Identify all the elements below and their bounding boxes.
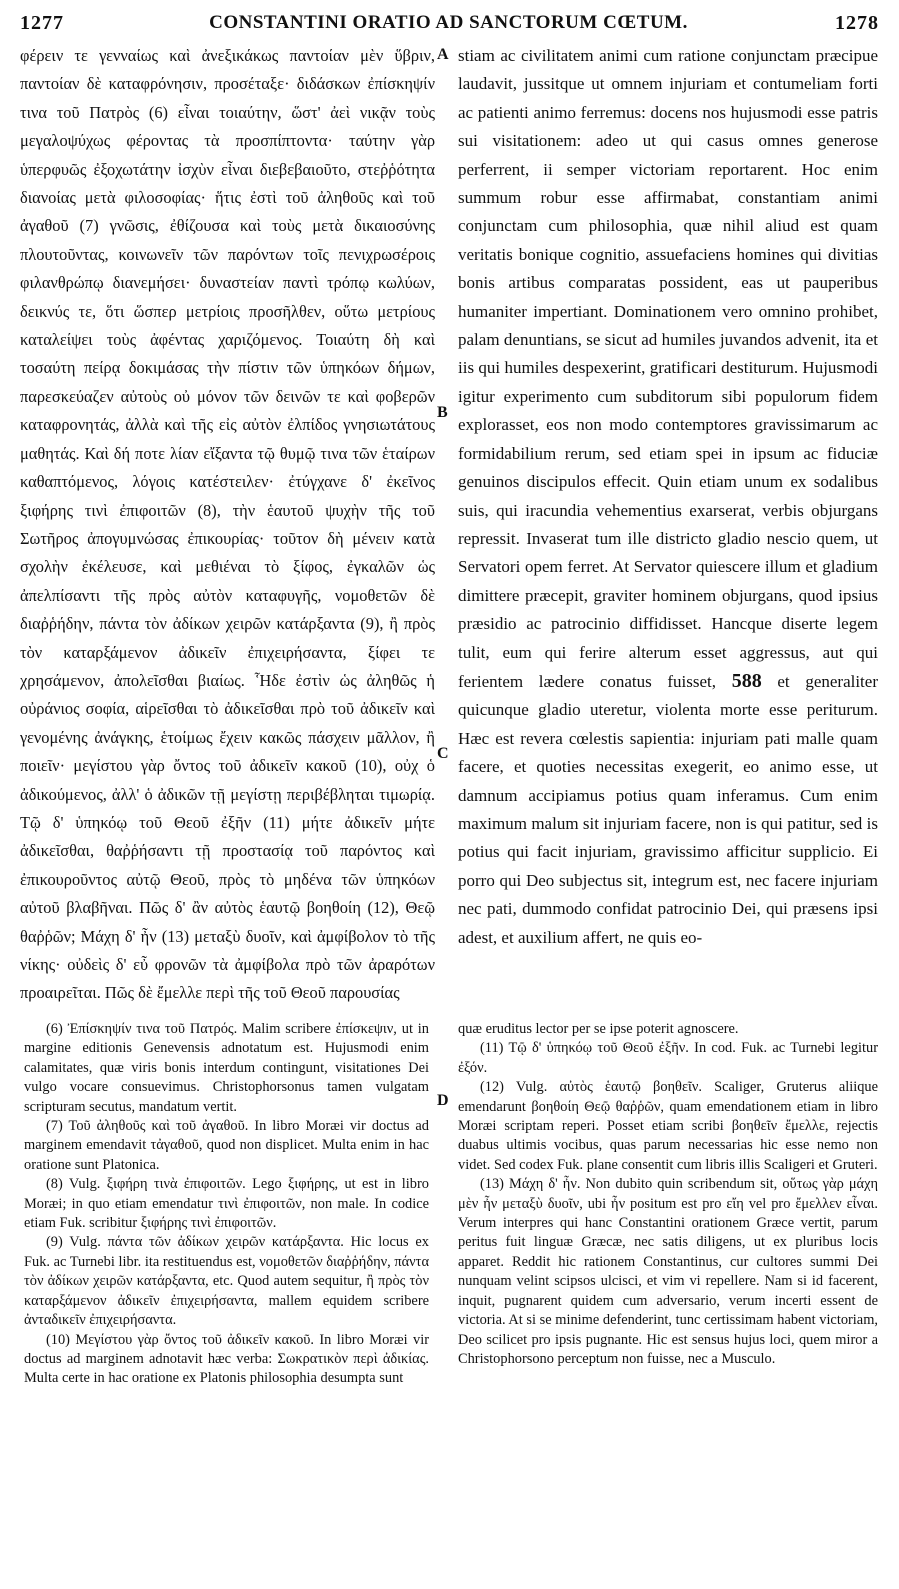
margin-marker-d: D xyxy=(437,1092,449,1109)
footnotes-left xyxy=(24,1020,429,1389)
footnote-12: (12) Vulg. αὐτὸς ἑαυτῷ βοηθεῖν. Scaliger, Gruterus aliique emendarunt βοηθοίη Θεῷ θαῤῥῶν, quam emendationem etiam in libro Moræi scriptam reperi. Posset etiam scribi βοηθεῖν ἔμελλε, rejectis duabus ultimis vocibus, quas parum necessarias hic esse nemo non videt. Sed codex Fuk. plane consentit cum libris illis Scaligeri et Gruteri. xyxy=(458,1079,878,1173)
page-header xyxy=(18,10,879,40)
footnote-10: (10) Μεγίστου γὰρ ὄντος τοῦ ἀδικεῖν κακοῦ. In libro Moræi vir doctus ad marginem adnotavit hæc verba: Σωκρατικὸν περὶ ἀδικίας. Multa certe in hac oratione ex Platonis philosophia desumpta sunt xyxy=(24,1331,429,1387)
footnote-9: (9) Vulg. πάντα τῶν ἀδίκων χειρῶν κατάρξαντα. Hic locus ex Fuk. ac Turnebi libr. ita restituendus est, νομοθετῶν διαῤῥήδην, πάντα τὸν ἀδίκων χειρῶν κατάρξαντα, etc. Quod autem sequitur, ἢ πρὸς τὸν καταρξάμενον ἀδικεῖν ἐπιχειρήσαντα, mallem equidem scribere ἀνταδικεῖν ἐπιχειρήσαντα. xyxy=(24,1234,429,1329)
running-title: CONSTANTINI ORATIO AD SANCTORUM CŒTUM. xyxy=(209,12,688,33)
margin-marker-a: A xyxy=(437,46,449,63)
footnote-13: (13) Μάχη δ' ἦν. Non dubito quin scribendum sit, οὕτως γὰρ μάχη μὲν ἦν μεταξὺ δυοῖν, ubi ἦν positum est pro εἴη vel pro ἔμελλεν εἶναι. Verum interpres qui hanc Constantini orationem Græce vertit, parum peritus fuit linguæ Græcæ, nec satis diligens, ut ex pluribus locis apparet. Reddit hic rationem Constantinus, cur cultores summi Dei nunquam velint scipsos ulcisci, et vim vi repellere. Nam si id facerent, inquit, pugnarent quidem cum adversario, verum incerti essent de victoria. At si se minime defenderint, tunc certissimam habent victoriam, Deo scilicet pro ipsis pugnante. Hic est sensus hujus loci, quem miror a Christophorsono perceptum non fuisse, nec a Musculo. xyxy=(458,1176,878,1367)
latin-column xyxy=(458,42,878,952)
greek-text: φέρειν τε γενναίως καὶ ἀνεξικάκως παντοίαν μὲν ὕβριν, παντοίαν δὲ καταφρόνησιν, προσέταξε· διδάσκων ἐπίσκηψίν τινα τοῦ Πατρὸς (6) εἶναι τοιαύτην, ὥστ' ἀεὶ νικᾷν τοὺς μεγαλοψύχως φέροντας τὰ προσπίπτοντα· ταύτην γὰρ ὑπερφυῶς ἐξοχωτάτην ἰσχὺν εἶναι διεβεβαιοῦτο, στεῤῥότητα διανοίας μετὰ φιλοσοφίας· ἥτις ἐστὶ τοῦ ἀληθοῦς καὶ τοῦ ἀγαθοῦ (7) γνῶσις, ἐθίζουσα καὶ τοὺς μετὰ δικαιοσύνης πλουτοῦντας, κοινωνεῖν τῶν παρόντων τοῖς πενιχρωσέροις φιλανθρώπῳ διανεμήσει· δυναστείαν παντὶ τρόπῳ κωλύων, δεικνύς τε, ὅτι ὥσπερ μετρίοις προσῆλθεν, οὕτω μετρίους καταλείψει τοὺς ἀφέντας χαριζόμενος. Τοιαύτη δὴ καὶ τοσαύτη πείρᾳ δοκιμάσας τὴν πίστιν τῶν ὑπηκόων δήμων, παρεσκεύαζεν αὐτοὺς οὐ μόνον τῶν δεινῶν τε καὶ φοβερῶν καταφρονητάς, ἀλλὰ καὶ τῆς εἰς αὐτὸν ἐλπίδος γνησιωτάτους μαθητάς. Καὶ δή ποτε λίαν εἴξαντα τῷ θυμῷ τινα τῶν ἑταίρων καθαπτόμενος, λόγοις κατέστειλεν· ἐτύγχανε δ' ἐκεῖνος ξιφήρης τινὶ ἐπιφοιτῶν (8), τὴν ἑαυτοῦ ψυχὴν τῆς τοῦ Σωτῆρος ἀπογυμνώσας ἐπικουρίας· τοῦτον δὴ μένειν κατὰ σχολὴν ἐκέλευσε, καὶ μεθιέναι τὸ ξίφος, ἐγκαλῶν ὡς ἀπελπίσαντι τῆς πρὸς αὐτὸν καταφυγῆς, νομοθετῶν δὲ διαῤῥήδην, πάντα τὸν ἀδίκων χειρῶν κατάρξαντα (9), ἢ πρὸς τὸν καταρξάμενον ἀδικεῖν ἐπιχειρήσαντα, ξίφει τε χρησάμενον, ἀπολεῖσθαι βιαίως. Ἧδε ἐστὶν ὡς ἀληθῶς ἡ οὐράνιος σοφία, αἱρεῖσθαι τὸ ἀδικεῖσθαι πρὸ τοῦ ἀδικεῖν καὶ γενομένης ἀνάγκης, ἑτοίμως ἔχειν κακῶς πάσχειν μᾶλλον, ἢ ποιεῖν· μεγίστου γὰρ ὄντος τοῦ ἀδικεῖν κακοῦ (10), οὐχ ὁ ἀδικούμενος, ἀλλ' ὁ ἀδικῶν τῇ μεγίστῃ περιβέβληται τιμωρίᾳ. Τῷ δ' ὑπηκόῳ τοῦ Θεοῦ ἐξῆν (11) μήτε ἀδικεῖν μήτε ἀδικεῖσθαι, θαῤῥήσαντι τῇ προστασίᾳ τοῦ παρόντος καὶ ἐπικουροῦντος αὐτῷ Θεοῦ, πρὸς τὸ μηδένα τῶν ὑπηκόων αὐτοῦ βλαβῆναι. Πῶς δ' ἂν αὐτὸς ἑαυτῷ βοηθοίη (12), Θεῷ θαῤῥῶν; Μάχη δ' ἦν (13) μεταξὺ δυοῖν, καὶ ἀμφίβολον τὸ τῆς νίκης· οὐδεὶς δ' εὖ φρονῶν τὰ ἀμφίβολα πρὸ τῶν ἀραρότων προαιρεῖται. Πῶς δὲ ἔμελλε περὶ τῆς τοῦ Θεοῦ παρουσίας xyxy=(20,46,435,1003)
right-page-number: 1278 xyxy=(835,12,879,34)
latin-text-part-b: et generaliter quicunque gladio uteretur, violenta morte esse periturum. Hæc est revera cœlestis sapientia: injuriam pati malle quam facere, et quoties necessitas exegerit, eo animo esse, ut damnum accipiamus potius quam inferamus. Cum enim maximum malum sit injuriam facere, non is qui patitur, sed is potius qui facit injuriam, gravissimo afficitur supplicio. Ei porro qui Deo subjectus sit, integrum est, nec facere injuriam nec pati, dummodo confidat patrocinio Dei, qui præsens ipsi adest, et auxilium affert, ne quis eo- xyxy=(458,671,878,947)
greek-column xyxy=(20,42,435,1008)
latin-text-part-a: stiam ac civilitatem animi cum ratione conjunctam præcipue laudavit, jussitque ut omnem injuriam et contumeliam forti ac patienti animo ferremus: docens nos hujusmodi esse patris sui visitationem: adeo ut qui casus omnes generose perferrent, ii semper victoriam reportarent. Hoc enim summum robur esse affirmabat, constantiam animi conjunctam cum philosophia, quæ nihil aliud est quam veritatis bonique cognitio, assuefaciens homines qui divitias bonis artibus comparatas possident, eas ut pauperibus humaniter impertiant. Dominationem vero omnino prohibet, palam denuntians, se sicut ad humiles juvandos advenit, ita et iis qui humiles despexerint, gratificari destiturum. Hujusmodi igitur experimento cum subditorum sibi populorum fidem explorasset, eos non modo contemptores gravissimarum ac formidabilium rerum, sed etiam spei in ipsum ac fiduciæ genuinos discipulos effecit. Quin etiam unum ex sodalibus suis, qui iracundia vehementius exarserat, verbis objurgans repressit. Invaserat tum ille districto gladio nescio quem, ut Servatori opem ferret. At Servator quiescere illum et gladium dimittere præcepit, graviter hominem objurgans, quod ipsius præsidio ac patrocinio diffidisset. Hancque diserte legem tulit, eum qui ferire alterum esset aggressus, aut qui ferientem lædere conatus fuisset, xyxy=(458,46,878,691)
left-page-number: 1277 xyxy=(20,12,64,34)
footnotes-right xyxy=(458,1020,878,1369)
footnote-8: (8) Vulg. ξιφήρη τινὰ ἐπιφοιτῶν. Lego ξιφήρης, ut est in libro Moræi; in quo etiam emendatur τινὶ ἐπιφοιτῶν, non male. In codice etiam Fuk. scribitur ξιφήρης τινὶ ἐπιφοιτῶν. xyxy=(24,1176,429,1232)
column-number: 588 xyxy=(731,669,762,692)
footnote-7: (7) Τοῦ ἀληθοῦς καὶ τοῦ ἀγαθοῦ. In libro Moræi vir doctus ad marginem emendavit τἀγαθοῦ, quod non displicet. Multa enim in hac oratione sunt Platonica. xyxy=(24,1118,429,1173)
footnote-11: (11) Τῷ δ' ὑπηκόῳ τοῦ Θεοῦ ἐξῆν. In cod. Fuk. ac Turnebi legitur ἐξόν. xyxy=(458,1040,878,1076)
margin-marker-b: B xyxy=(437,404,448,421)
footnote-10-continued: quæ eruditus lector per se ipse poterit agnoscere. xyxy=(458,1021,739,1037)
margin-marker-c: C xyxy=(437,745,449,762)
footnote-6: (6) Ἐπίσκηψίν τινα τοῦ Πατρός. Malim scribere ἐπίσκεψιν, ut in margine editionis Genevensis adnotatum est. Hujusmodi enim calamitates, quæ viris bonis interdum contingunt, visitationes Dei vulgo vocare consuevimus. Christophorsonus tamen vulgatam scripturam secutus, mandatum vertit. xyxy=(24,1021,429,1115)
latin-text xyxy=(458,42,878,952)
